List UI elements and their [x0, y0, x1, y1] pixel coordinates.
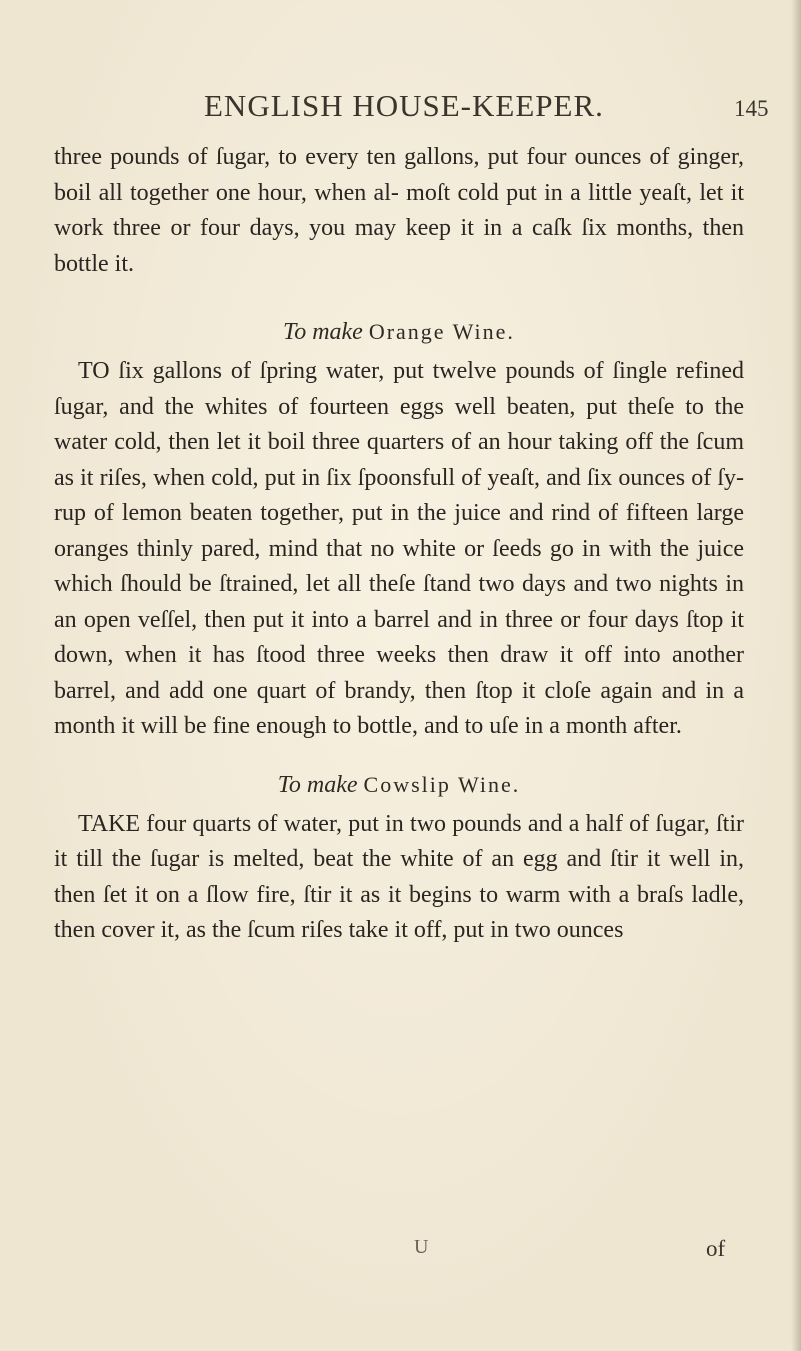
signature-mark: U [414, 1236, 429, 1258]
orange-wine-heading [54, 314, 744, 350]
continued-paragraph: three pounds of ſugar, to every ten gallons, put four ounces of ginger, boil all together one hour, when al- moſt cold put in a little yeaſt, let it work three or four days, you may keep it in a caſk ſix months, then bottle it. [54, 144, 744, 277]
running-head: ENGLISH HOUSE-KEEPER. [204, 88, 604, 123]
cowslip-wine-heading [54, 767, 744, 803]
heading-title: Cowslip Wine. [363, 771, 521, 797]
catchword: of [706, 1236, 726, 1261]
page-text [54, 140, 744, 949]
cowslip-wine-recipe: TAKE four quarts of water, put in two pounds and a half of ſugar, ſtir it till the ſugar is melted, beat the white of an egg and ſtir it well in, then ſet it on a ſlow fire, ſtir it as it begins to warm with a braſs ladle, then cover it, as the ſcum riſes take it off, put in two ounces [54, 810, 744, 943]
page-footer [0, 1236, 801, 1266]
heading-prefix: To make [277, 771, 358, 798]
orange-wine-recipe: TO ſix gallons of ſpring water, put twelve pounds of ſingle refined ſugar, and the whites of fourteen eggs well beaten, put theſe to the water cold, then let it boil three quarters of an hour taking off the ſcum as it riſes, when cold, put in ſix ſpoonsfull of yeaſt, and ſix ounces of ſy- rup of lemon beaten together, put in the juice and rind of fifteen large oranges thinly pared, mind that no white or ſeeds go in with the juice which ſhould be ſtrained, let all theſe ſtand two days and two nights in an open veſſel, then put it into a barrel and in three or four days ſtop it down, when it has ſtood three weeks then draw it off into another barrel, and add one quart of brandy, then ſtop it cloſe again and in a month it will be fine enough to bottle, and to uſe in a month after. [54, 358, 744, 739]
page-number: 145 [734, 96, 769, 121]
heading-title: Orange Wine. [368, 319, 515, 344]
page-header [0, 88, 801, 128]
heading-prefix: To make [283, 319, 363, 345]
page-edge-shadow [791, 0, 801, 1351]
